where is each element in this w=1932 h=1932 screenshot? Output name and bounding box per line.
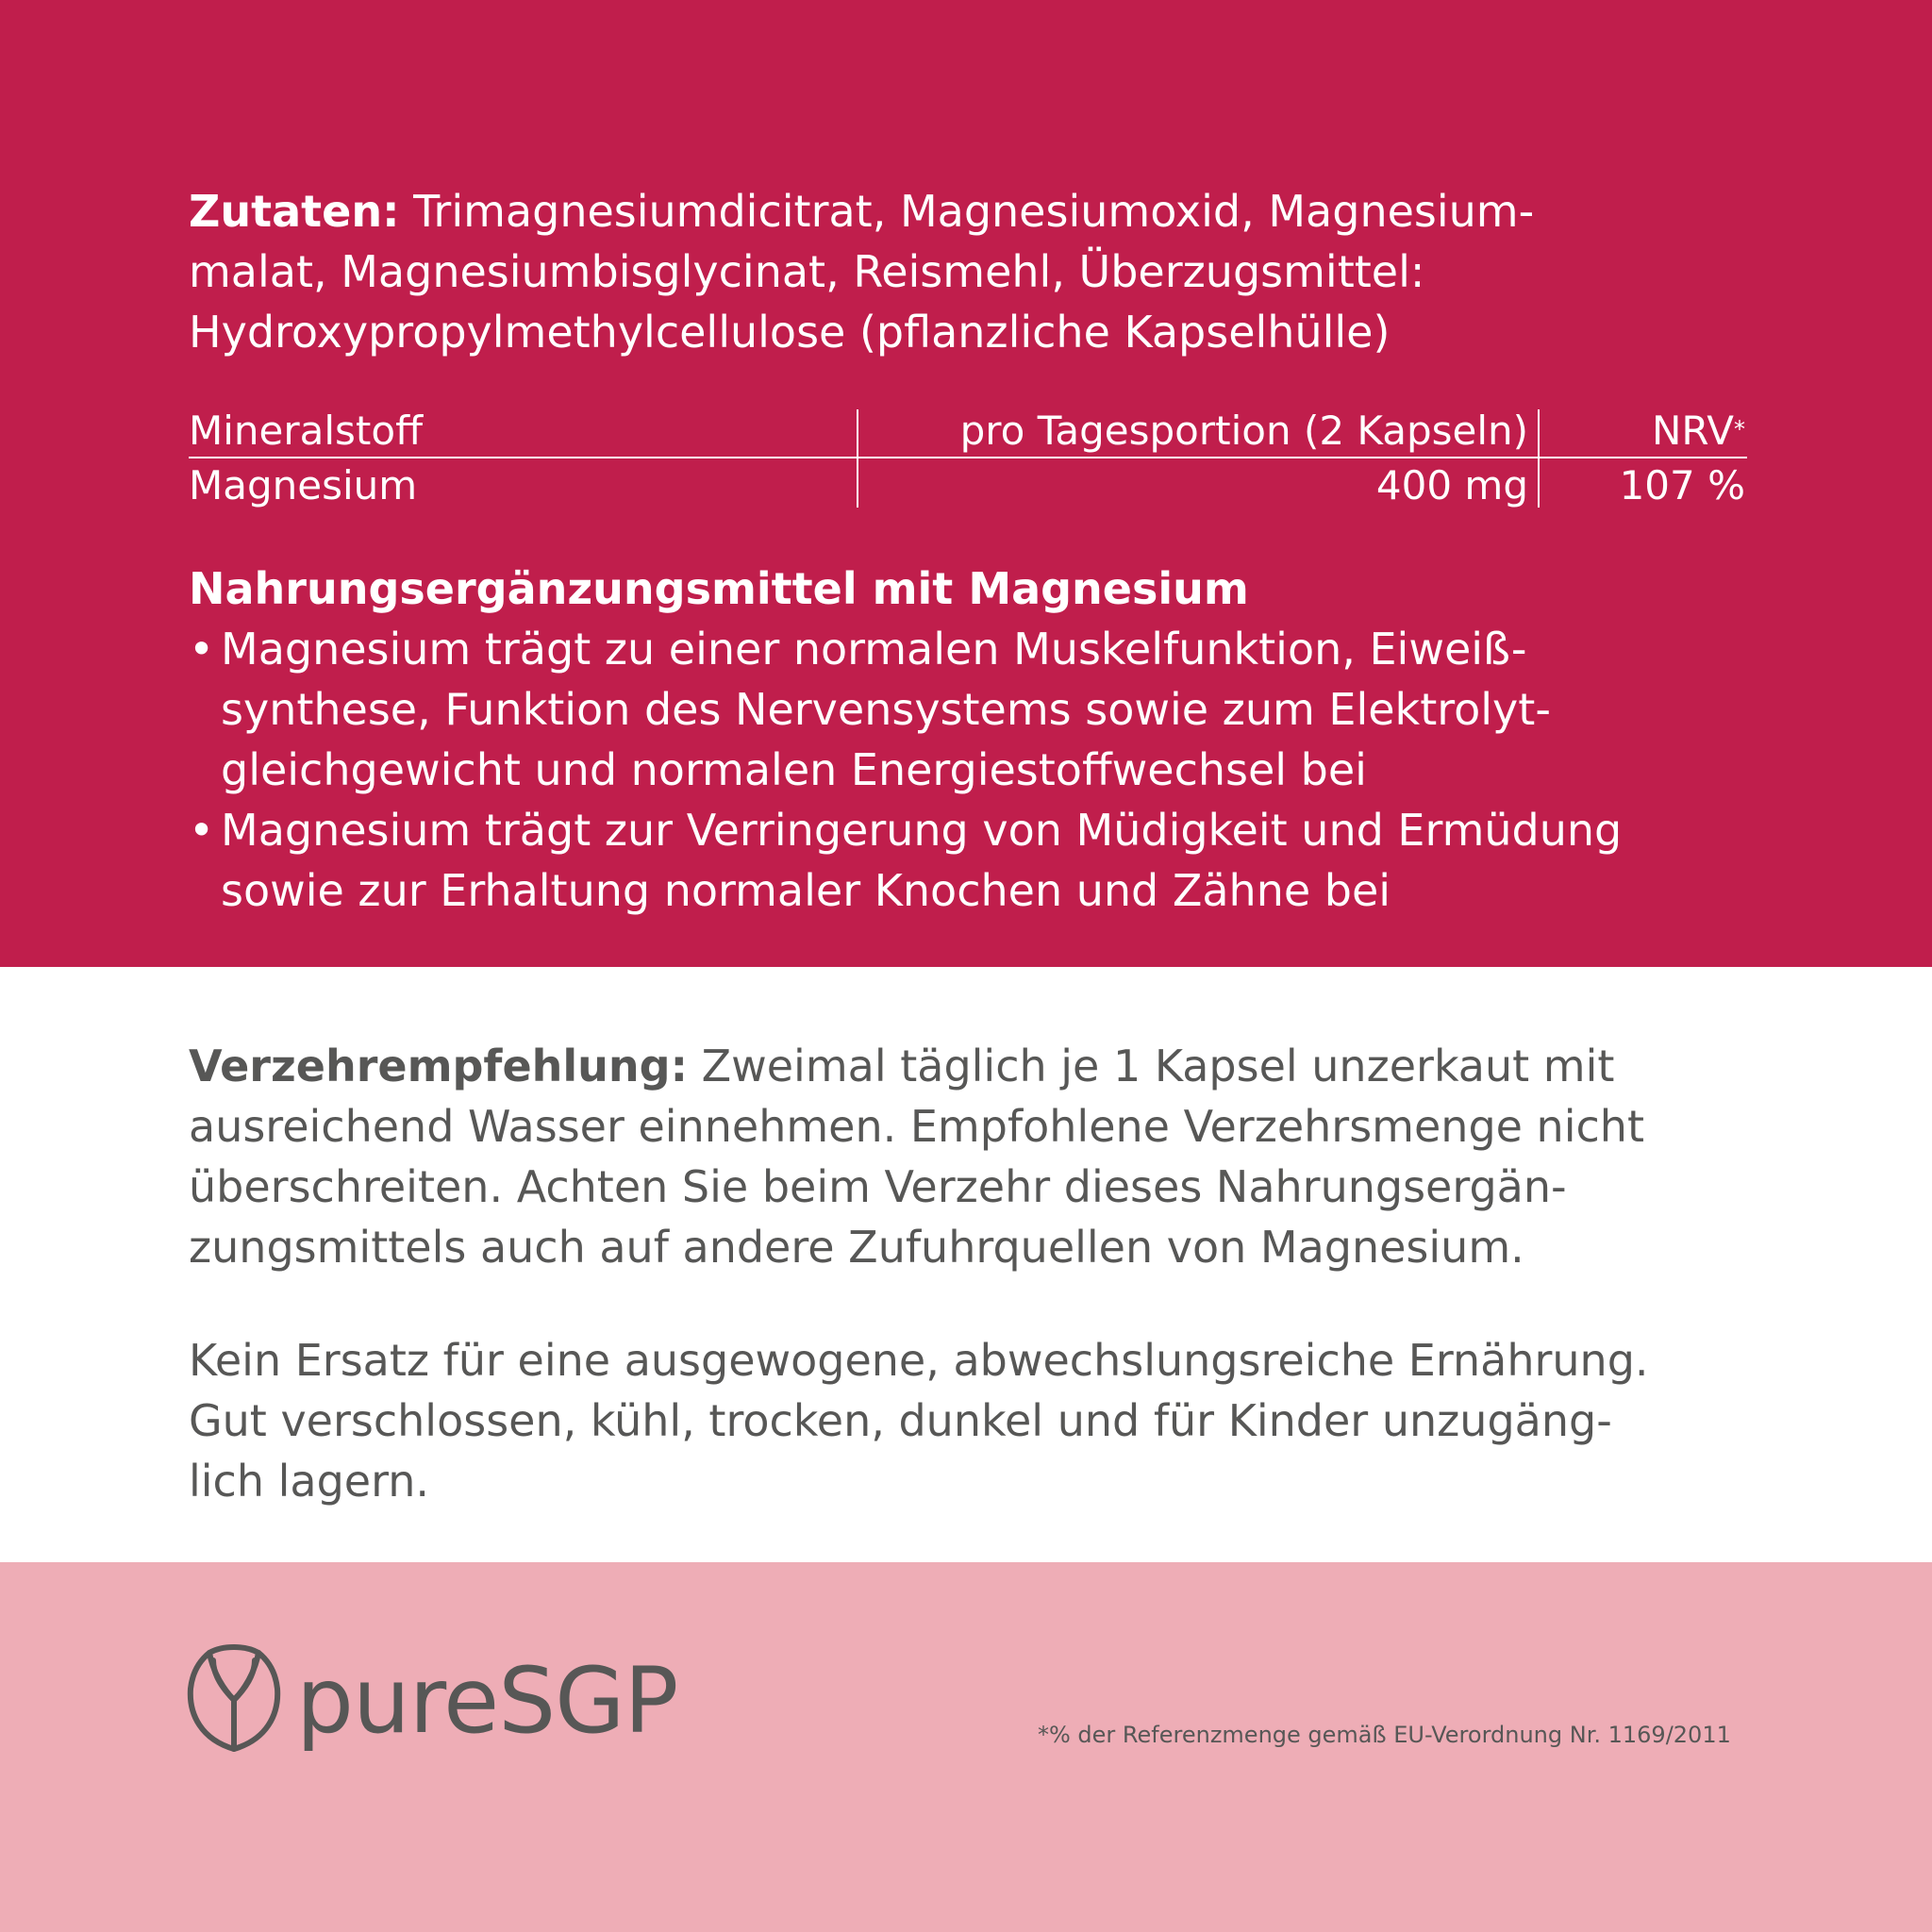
nrv-asterisk: * <box>1734 416 1745 442</box>
table-column-divider <box>857 409 858 508</box>
usage-text: Zweimal täglich je 1 Kapsel unzerkaut mit <box>687 1041 1615 1091</box>
table-header-mineral: Mineralstoff <box>189 408 424 454</box>
usage-line: ausreichend Wasser einnehmen. Empfohlene Verzehrsmenge nicht <box>189 1101 1644 1152</box>
brand-name: pureSGP <box>296 1648 678 1754</box>
brand-logo <box>185 1641 713 1764</box>
bullet-dot: • <box>189 624 215 675</box>
usage-block <box>189 1036 1774 1277</box>
table-cell-nrv: 107 % <box>1619 462 1745 508</box>
table-header-nrv <box>1652 408 1745 455</box>
nrv-label: NRV <box>1651 408 1734 454</box>
usage-line: überschreiten. Achten Sie beim Verzehr dieses Nahrungsergän- <box>189 1161 1567 1212</box>
table-cell-amount: 400 mg <box>1375 462 1528 508</box>
leaf-logo-icon <box>185 1641 283 1755</box>
ingredients-block <box>189 181 1774 362</box>
claim-line: synthese, Funktion des Nervensystems sowie zum Elektrolyt- <box>221 684 1551 735</box>
footnote: *% der Referenzmenge gemäß EU-Verordnung Nr. 1169/2011 <box>1038 1722 1731 1748</box>
claim-line: Magnesium trägt zur Verringerung von Müdigkeit und Ermüdung <box>221 805 1623 856</box>
table-column-divider <box>1538 409 1540 508</box>
storage-block <box>189 1330 1774 1511</box>
list-item <box>189 800 1774 921</box>
ingredients-label: Zutaten: <box>189 186 400 237</box>
table-cell-mineral: Magnesium <box>189 462 418 508</box>
claims-block <box>189 558 1774 921</box>
claims-title: Nahrungsergänzungsmittel mit Magnesium <box>189 563 1249 614</box>
nutrition-table <box>189 404 1747 508</box>
storage-line: Gut verschlossen, kühl, trocken, dunkel und für Kinder unzugäng- <box>189 1395 1612 1446</box>
storage-line: Kein Ersatz für eine ausgewogene, abwechslungsreiche Ernährung. <box>189 1335 1649 1386</box>
usage-label: Verzehrempfehlung: <box>189 1041 688 1091</box>
claim-line: Magnesium trägt zu einer normalen Muskelfunktion, Eiweiß- <box>221 624 1527 675</box>
table-header-daily-portion: pro Tagesportion (2 Kapseln) <box>959 408 1528 454</box>
list-item <box>189 619 1774 800</box>
storage-line: lich lagern. <box>189 1456 429 1507</box>
usage-line: zungsmittels auch auf andere Zufuhrquellen von Magnesium. <box>189 1222 1524 1273</box>
bullet-dot: • <box>189 805 215 856</box>
claim-line: gleichgewicht und normalen Energiestoffwechsel bei <box>221 744 1367 795</box>
table-divider <box>189 457 1747 458</box>
ingredients-line: malat, Magnesiumbisglycinat, Reismehl, Überzugsmittel: <box>189 246 1425 297</box>
claim-line: sowie zur Erhaltung normaler Knochen und Zähne bei <box>221 865 1391 916</box>
usage-line <box>189 1036 1774 1096</box>
ingredients-text: Trimagnesiumdicitrat, Magnesiumoxid, Magnesium- <box>399 186 1535 237</box>
ingredients-line <box>189 181 1774 242</box>
ingredients-line: Hydroxypropylmethylcellulose (pflanzliche Kapselhülle) <box>189 307 1391 358</box>
